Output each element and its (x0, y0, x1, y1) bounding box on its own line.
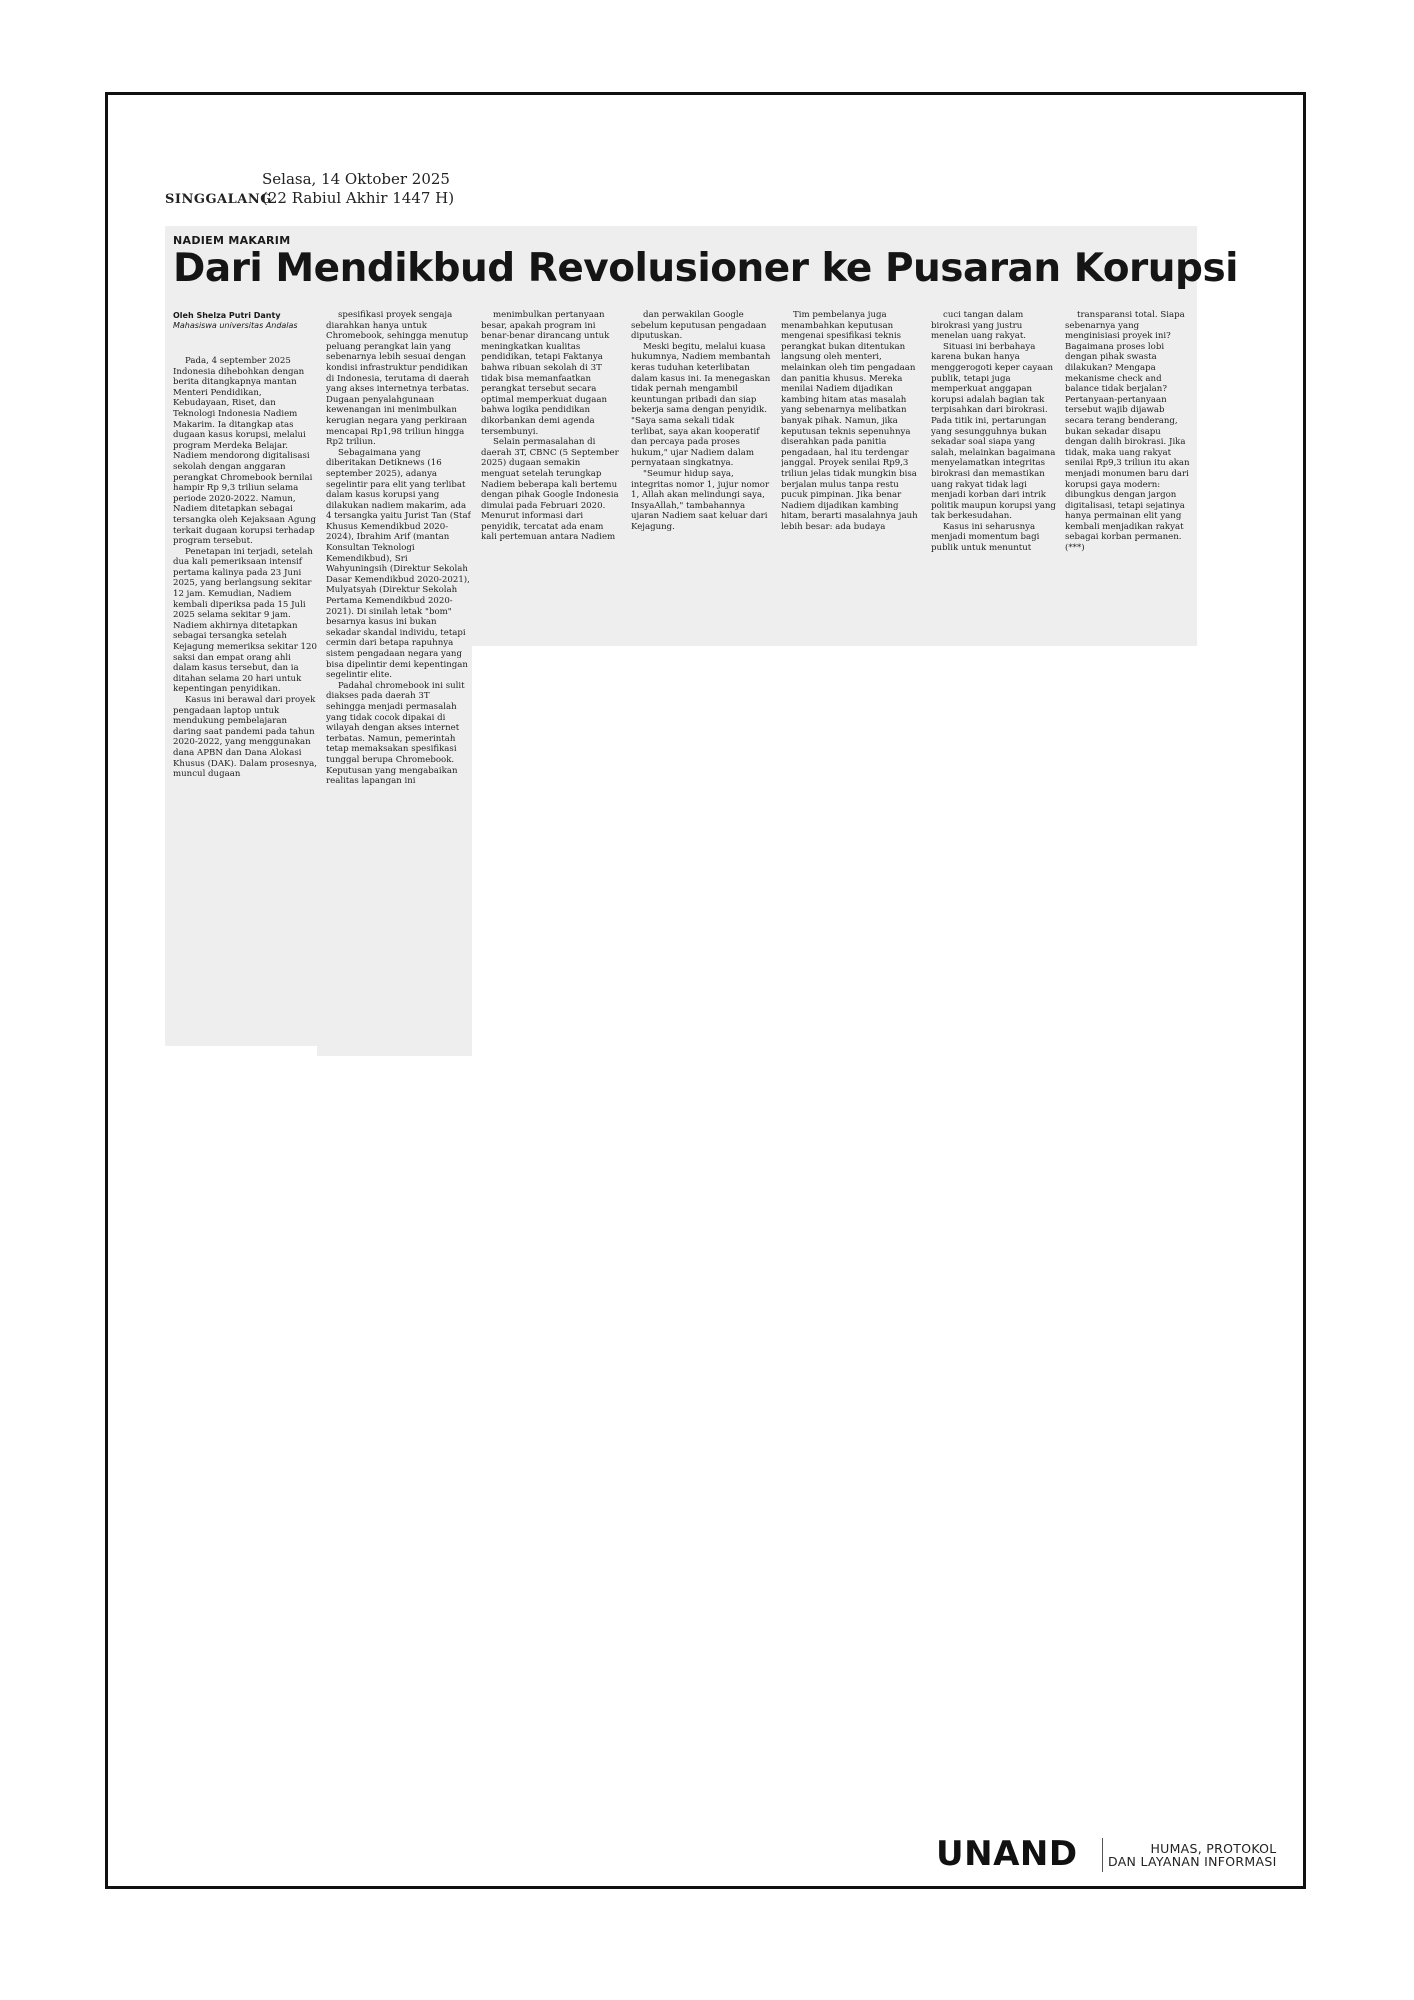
article-headline: Dari Mendikbud Revolusioner ke Pusaran Korupsi (173, 246, 1239, 291)
unit-name-line-2: DAN LAYANAN INFORMASI (1108, 1854, 1277, 1869)
article-paragraph: Selain permasalahan di daerah 3T, CBNC (5 September 2025) dugaan semakin menguat setelah terungkap Nadiem beberapa kali bertemu dengan pihak Google Indonesia dimulai pada Februari 2020. Menurut informasi dari penyidik, tercatat ada enam kali pertemuan antara Nadiem (481, 437, 619, 543)
article-column-3 (481, 310, 621, 642)
unit-name-line-1: HUMAS, PROTOKOL (1150, 1841, 1277, 1856)
article-paragraph: Tim pembelanya juga menambahkan keputusan mengenai spesifikasi teknis perangkat bukan ditentukan langsung oleh menteri, melainkan oleh tim pengadaan dan panitia khusus. Mereka menilai Nadiem dijadikan kambing hitam atas masalah yang sebenarnya melibatkan banyak pihak. Namun, jika keputusan teknis sepenuhnya diserahkan pada panitia pengadaan, hal itu terdengar janggal. Proyek senilai Rp9,3 triliun jelas tidak mungkin bisa berjalan mulus tanpa restu pucuk pimpinan. Jika benar Nadiem dijadikan kambing hitam, berarti masalahnya jauh lebih besar: ada budaya (781, 310, 918, 532)
unand-logo: UNAND (936, 1834, 1078, 1874)
article-paragraph: menimbulkan pertanyaan besar, apakah program ini benar-benar dirancang untuk meningkatkan kualitas pendidikan, tetapi Faktanya bahwa ribuan sekolah di 3T tidak bisa memanfaatkan perangkat tersebut secara optimal memperkuat dugaan bahwa logika pendidikan dikorbankan demi agenda tersembunyi. (481, 310, 610, 437)
article-paragraph: transparansi total. Siapa sebenarnya yang menginisiasi proyek ini? Bagaimana proses lobi dengan pihak swasta dilakukan? Mengapa mekanisme check and balance tidak berjalan? Pertanyaan-pertanyaan tersebut wajib dijawab secara terang benderang, bukan sekadar disapu dengan dalih birokrasi. Jika tidak, maka uang rakyat senilai Rp9,3 triliun itu akan menjadi monumen baru dari korupsi gaya modern: dibungkus dengan jargon digitalisasi, tetapi sejatinya hanya permainan elit yang kembali menjadikan rakyat sebagai korban permanen. (***) (1065, 310, 1190, 554)
publication-name: SINGGALANG (165, 192, 272, 207)
article-paragraph: "Seumur hidup saya, integritas nomor 1, jujur nomor 1, Allah akan melindungi saya, InsyaAllah," tambahannya ujaran Nadiem saat keluar dari Kejagung. (631, 468, 770, 532)
article-kicker: NADIEM MAKARIM (173, 234, 291, 247)
unit-name (1108, 1842, 1277, 1868)
author-affiliation: Mahasiswa universitas Andalas (173, 321, 298, 330)
article-paragraph: Sebagaimana yang diberitakan Detiknews (16 september 2025), adanya segelintir para elit yang terlibat dalam kasus korupsi yang dilakukan nadiem makarim, ada 4 tersangka yaitu Jurist Tan (Staf Khusus Kemendikbud 2020-2024), Ibrahim Arif (mantan Konsultan Teknologi Kemendikbud), Sri Wahyuningsih (Direktur Sekolah Dasar Kemendikbud 2020-2021), Mulyatsyah (Direktur Sekolah Pertama Kemendikbud 2020-2021). Di sinilah letak "bom" besarnya kasus ini bukan sekadar skandal individu, tetapi cermin dari betapa rapuhnya sistem pengadaan negara yang bisa dipelintir demi kepentingan segelintir elite. (326, 447, 471, 681)
article-paragraph: Penetapan ini terjadi, setelah dua kali pemeriksaan intensif pertama kalinya pada 23 Juni 2025, yang berlangsung sekitar 12 jam. Kemudian, Nadiem kembali diperiksa pada 15 Juli 2025 selama sekitar 9 jam. Nadiem akhirnya ditetapkan sebagai tersangka setelah Kejagung memeriksa sekitar 120 saksi dan empat orang ahli dalam kasus tersebut, dan ia ditahan selama 20 hari untuk kepentingan penyidikan. (173, 546, 317, 695)
article-paragraph: Situasi ini berbahaya karena bukan hanya menggerogoti keper cayaan publik, tetapi juga memperkuat anggapan korupsi adalah bagian tak terpisahkan dari birokrasi. Pada titik ini, pertarungan yang sesungguhnya bukan sekadar soal siapa yang salah, melainkan bagaimana menyelamatkan integritas birokrasi dan memastikan uang rakyat tidak lagi menjadi korban dari intrik politik maupun korupsi yang tak berkesudahan. (931, 341, 1056, 522)
article-paragraph: Kasus ini berawal dari proyek pengadaan laptop untuk mendukung pembelajaran daring saat pandemi pada tahun 2020-2022, yang menggunakan dana APBN dan Dana Alokasi Khusus (DAK). Dalam prosesnya, muncul dugaan (173, 695, 317, 780)
article-paragraph: Pada, 4 september 2025 Indonesia dihebohkan dengan berita ditangkapnya mantan Menteri Pendidikan, Kebudayaan, Riset, dan Teknologi Indonesia Nadiem Makarim. Ia ditangkap atas dugaan kasus korupsi, melalui program Merdeka Belajar. Nadiem mendorong digitalisasi sekolah dengan anggaran perangkat Chromebook bernilai hampir Rp 9,3 triliun selama periode 2020-2022. Namun, Nadiem ditetapkan sebagai tersangka oleh Kejaksaan Agung terkait dugaan korupsi terhadap program tersebut. (173, 356, 317, 547)
article-column-6 (931, 310, 1057, 642)
gregorian-date: Selasa, 14 Oktober 2025 (262, 170, 450, 188)
article-column-5 (781, 310, 921, 642)
article-paragraph: cuci tangan dalam birokrasi yang justru menelan uang rakyat. (931, 310, 1027, 342)
article-paragraph: Kasus ini seharusnya menjadi momentum bagi publik untuk menuntut (931, 521, 1040, 554)
article-column-1 (173, 356, 318, 1176)
publication-date (262, 170, 454, 208)
article-paragraph: spesifikasi proyek sengaja diarahkan hanya untuk Chromebook, sehingga menutup peluang perangkat lain yang sebenarnya lebih sesuai dengan kondisi infrastruktur pendidikan di Indonesia, terutama di daerah yang akses internetnya terbatas. Dugaan penyalahgunaan kewenangan ini menimbulkan kerugian negara yang perkiraan mencapai Rp1,98 triliun hingga Rp2 triliun. (326, 310, 470, 448)
author-name: Oleh Shelza Putri Danty (173, 311, 281, 320)
article-paragraph: Padahal chromebook ini sulit diakses pada daerah 3T sehingga menjadi permasalah yang tidak cocok dipakai di wilayah dengan akses internet terbatas. Namun, pemerintah tetap memaksakan spesifikasi tunggal berupa Chromebook. Keputusan yang mengabaikan realitas lapangan ini (326, 680, 465, 787)
article-column-7 (1065, 310, 1191, 642)
article-paragraph: dan perwakilan Google sebelum keputusan pengadaan diputuskan. (631, 310, 767, 342)
article-column-2 (326, 310, 471, 1140)
article-column-4 (631, 310, 771, 642)
article-paragraph: Meski begitu, melalui kuasa hukumnya, Nadiem membantah keras tuduhan keterlibatan dalam kasus ini. Ia menegaskan tidak pernah mengambil keuntungan pribadi dan siap bekerja sama dengan penyidik. "Saya sama sekali tidak terlibat, saya akan kooperatif dan percaya pada proses hukum," ujar Nadiem dalam pernyataan singkatnya. (631, 341, 771, 469)
article-clipping (165, 226, 1239, 787)
logo-divider (1102, 1838, 1103, 1872)
article-byline (173, 311, 298, 331)
hijri-date: (22 Rabiul Akhir 1447 H) (262, 189, 455, 207)
